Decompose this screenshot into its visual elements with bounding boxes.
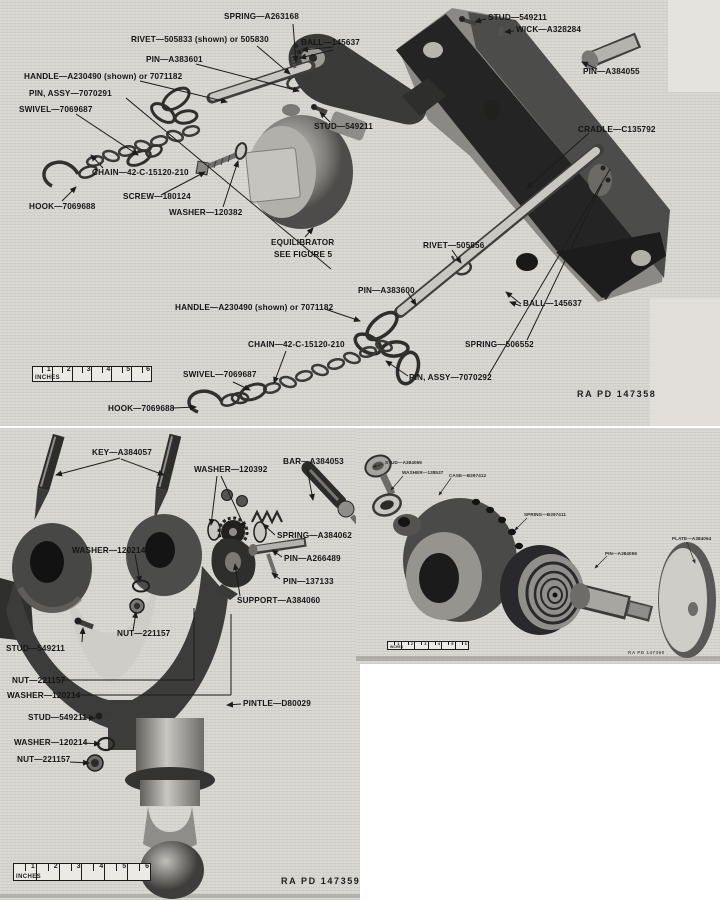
hook-swivel-lower-art [189, 381, 268, 412]
part-label: WASHER—120214 [7, 691, 81, 700]
scale-ruler [387, 641, 469, 650]
part-label: CHAIN—42-C-15120-210 [248, 340, 345, 349]
screw-washer-art [196, 142, 248, 175]
part-label: CHAIN—42-C-15120-210 [92, 168, 189, 177]
part-label: HOOK—7069688 [29, 202, 96, 211]
cradle-lock-illustration [0, 0, 720, 426]
part-label: PIN—137133 [283, 577, 334, 586]
key-art [29, 434, 182, 522]
part-label: WASHER—120392 [194, 465, 268, 474]
part-label: PIN, ASSY—7070292 [409, 373, 492, 382]
part-label: SPRING—A263168 [224, 12, 299, 21]
plate-id: RA PD 147360 [628, 650, 665, 655]
part-label: PIN—A383600 [358, 286, 415, 295]
ruler-unit: INCHES [390, 645, 404, 649]
figure-pintle-support [0, 428, 360, 900]
part-label: SPRING—A384062 [277, 531, 352, 540]
ruler-tick: 2 [66, 366, 71, 373]
part-label: PIN, ASSY—7070291 [29, 89, 112, 98]
part-label: PINTLE—D80029 [243, 699, 311, 708]
figure-cradle-lock [0, 0, 720, 426]
chain-upper-art [86, 125, 200, 167]
part-label: SUPPORT—A384060 [237, 596, 321, 605]
part-label: BALL—145637 [523, 299, 582, 308]
part-label: PIN—A384055 [583, 67, 640, 76]
ruler-tick: 1 [46, 366, 51, 373]
pintle-support-illustration [0, 428, 360, 900]
ruler-tick: 4 [106, 366, 111, 373]
part-label: SPRING—B297411 [524, 512, 566, 517]
part-label: HANDLE—A230490 (shown) or 7071182 [24, 72, 183, 81]
part-label: PIN—A266489 [284, 554, 341, 563]
part-label: SCREW—180124 [123, 192, 191, 201]
part-label: WICK—A328284 [516, 25, 582, 34]
part-label: NUT—221157 [117, 629, 171, 638]
part-label: HOOK—7069688 [108, 404, 175, 413]
paper-light-corner [668, 0, 720, 92]
ruler-tick: 4 [437, 641, 440, 646]
part-label: WASHER—120382 [169, 208, 243, 217]
part-label: RIVET—505856 [423, 241, 485, 250]
part-label: STUD—549211 [6, 644, 65, 653]
part-label: PLATE—A384064 [672, 536, 712, 541]
part-label: SWIVEL—7069687 [183, 370, 257, 379]
pin-art [570, 583, 651, 614]
ruler-tick: 6 [145, 863, 149, 870]
ruler-tick: 1 [30, 863, 35, 870]
scale-ruler [32, 366, 152, 382]
part-label: STUD—549211 [314, 122, 373, 131]
part-label: SPRING—506552 [465, 340, 534, 349]
part-label: PIN—A384056 [605, 551, 637, 556]
scale-ruler [13, 863, 151, 881]
figure-spring-case [356, 428, 720, 664]
plate-id: RA PD 147359 [281, 876, 361, 886]
part-label: STUD—549211 [28, 713, 87, 722]
ruler-tick: 6 [464, 641, 467, 646]
ruler-tick: 5 [122, 863, 127, 870]
part-label: WASHER—120214 [14, 738, 88, 747]
ruler-tick: 5 [126, 366, 131, 373]
part-label: WASHER—120214 [72, 546, 146, 555]
hook-swivel-upper-art [44, 143, 163, 186]
part-label: STUD—549211 [488, 13, 547, 22]
ruler-tick: 3 [86, 366, 91, 373]
part-label: KEY—A384057 [92, 448, 152, 457]
part-label: SWIVEL—7069687 [19, 105, 93, 114]
ruler-tick: 3 [424, 641, 427, 646]
ruler-unit: INCHES [35, 375, 61, 381]
plate-art [658, 542, 716, 658]
part-label: SEE FIGURE 5 [274, 250, 333, 259]
ruler-tick: 2 [53, 863, 58, 870]
part-label: CASE—B297412 [449, 473, 487, 478]
ruler-unit: INCHES [16, 874, 42, 880]
part-label: RIVET—505833 (shown) or 505830 [131, 35, 269, 44]
ruler-tick: 4 [99, 863, 104, 870]
part-label: PIN—A383601 [146, 55, 203, 64]
part-label: NUT—221157 [17, 755, 71, 764]
plate-id: RA PD 147358 [577, 389, 657, 399]
ruler-tick: 6 [146, 366, 150, 373]
part-label: HANDLE—A230490 (shown) or 7071182 [175, 303, 334, 312]
part-label: STUD—A384059 [385, 460, 422, 465]
part-label: BAR—A384053 [283, 457, 344, 466]
ruler-tick: 2 [410, 641, 413, 646]
part-label: CRADLE—C135792 [578, 125, 656, 134]
scan-edge [356, 656, 720, 661]
paper-light-corner [650, 298, 720, 426]
ruler-tick: 3 [76, 863, 81, 870]
ruler-tick: 5 [451, 641, 454, 646]
ruler-tick: 1 [397, 641, 400, 646]
part-label: BALL—145637 [301, 38, 360, 47]
part-label: WASHER—138537 [402, 470, 444, 475]
part-label: EQUILIBRATOR [271, 238, 335, 247]
part-label: NUT—221157 [12, 676, 66, 685]
